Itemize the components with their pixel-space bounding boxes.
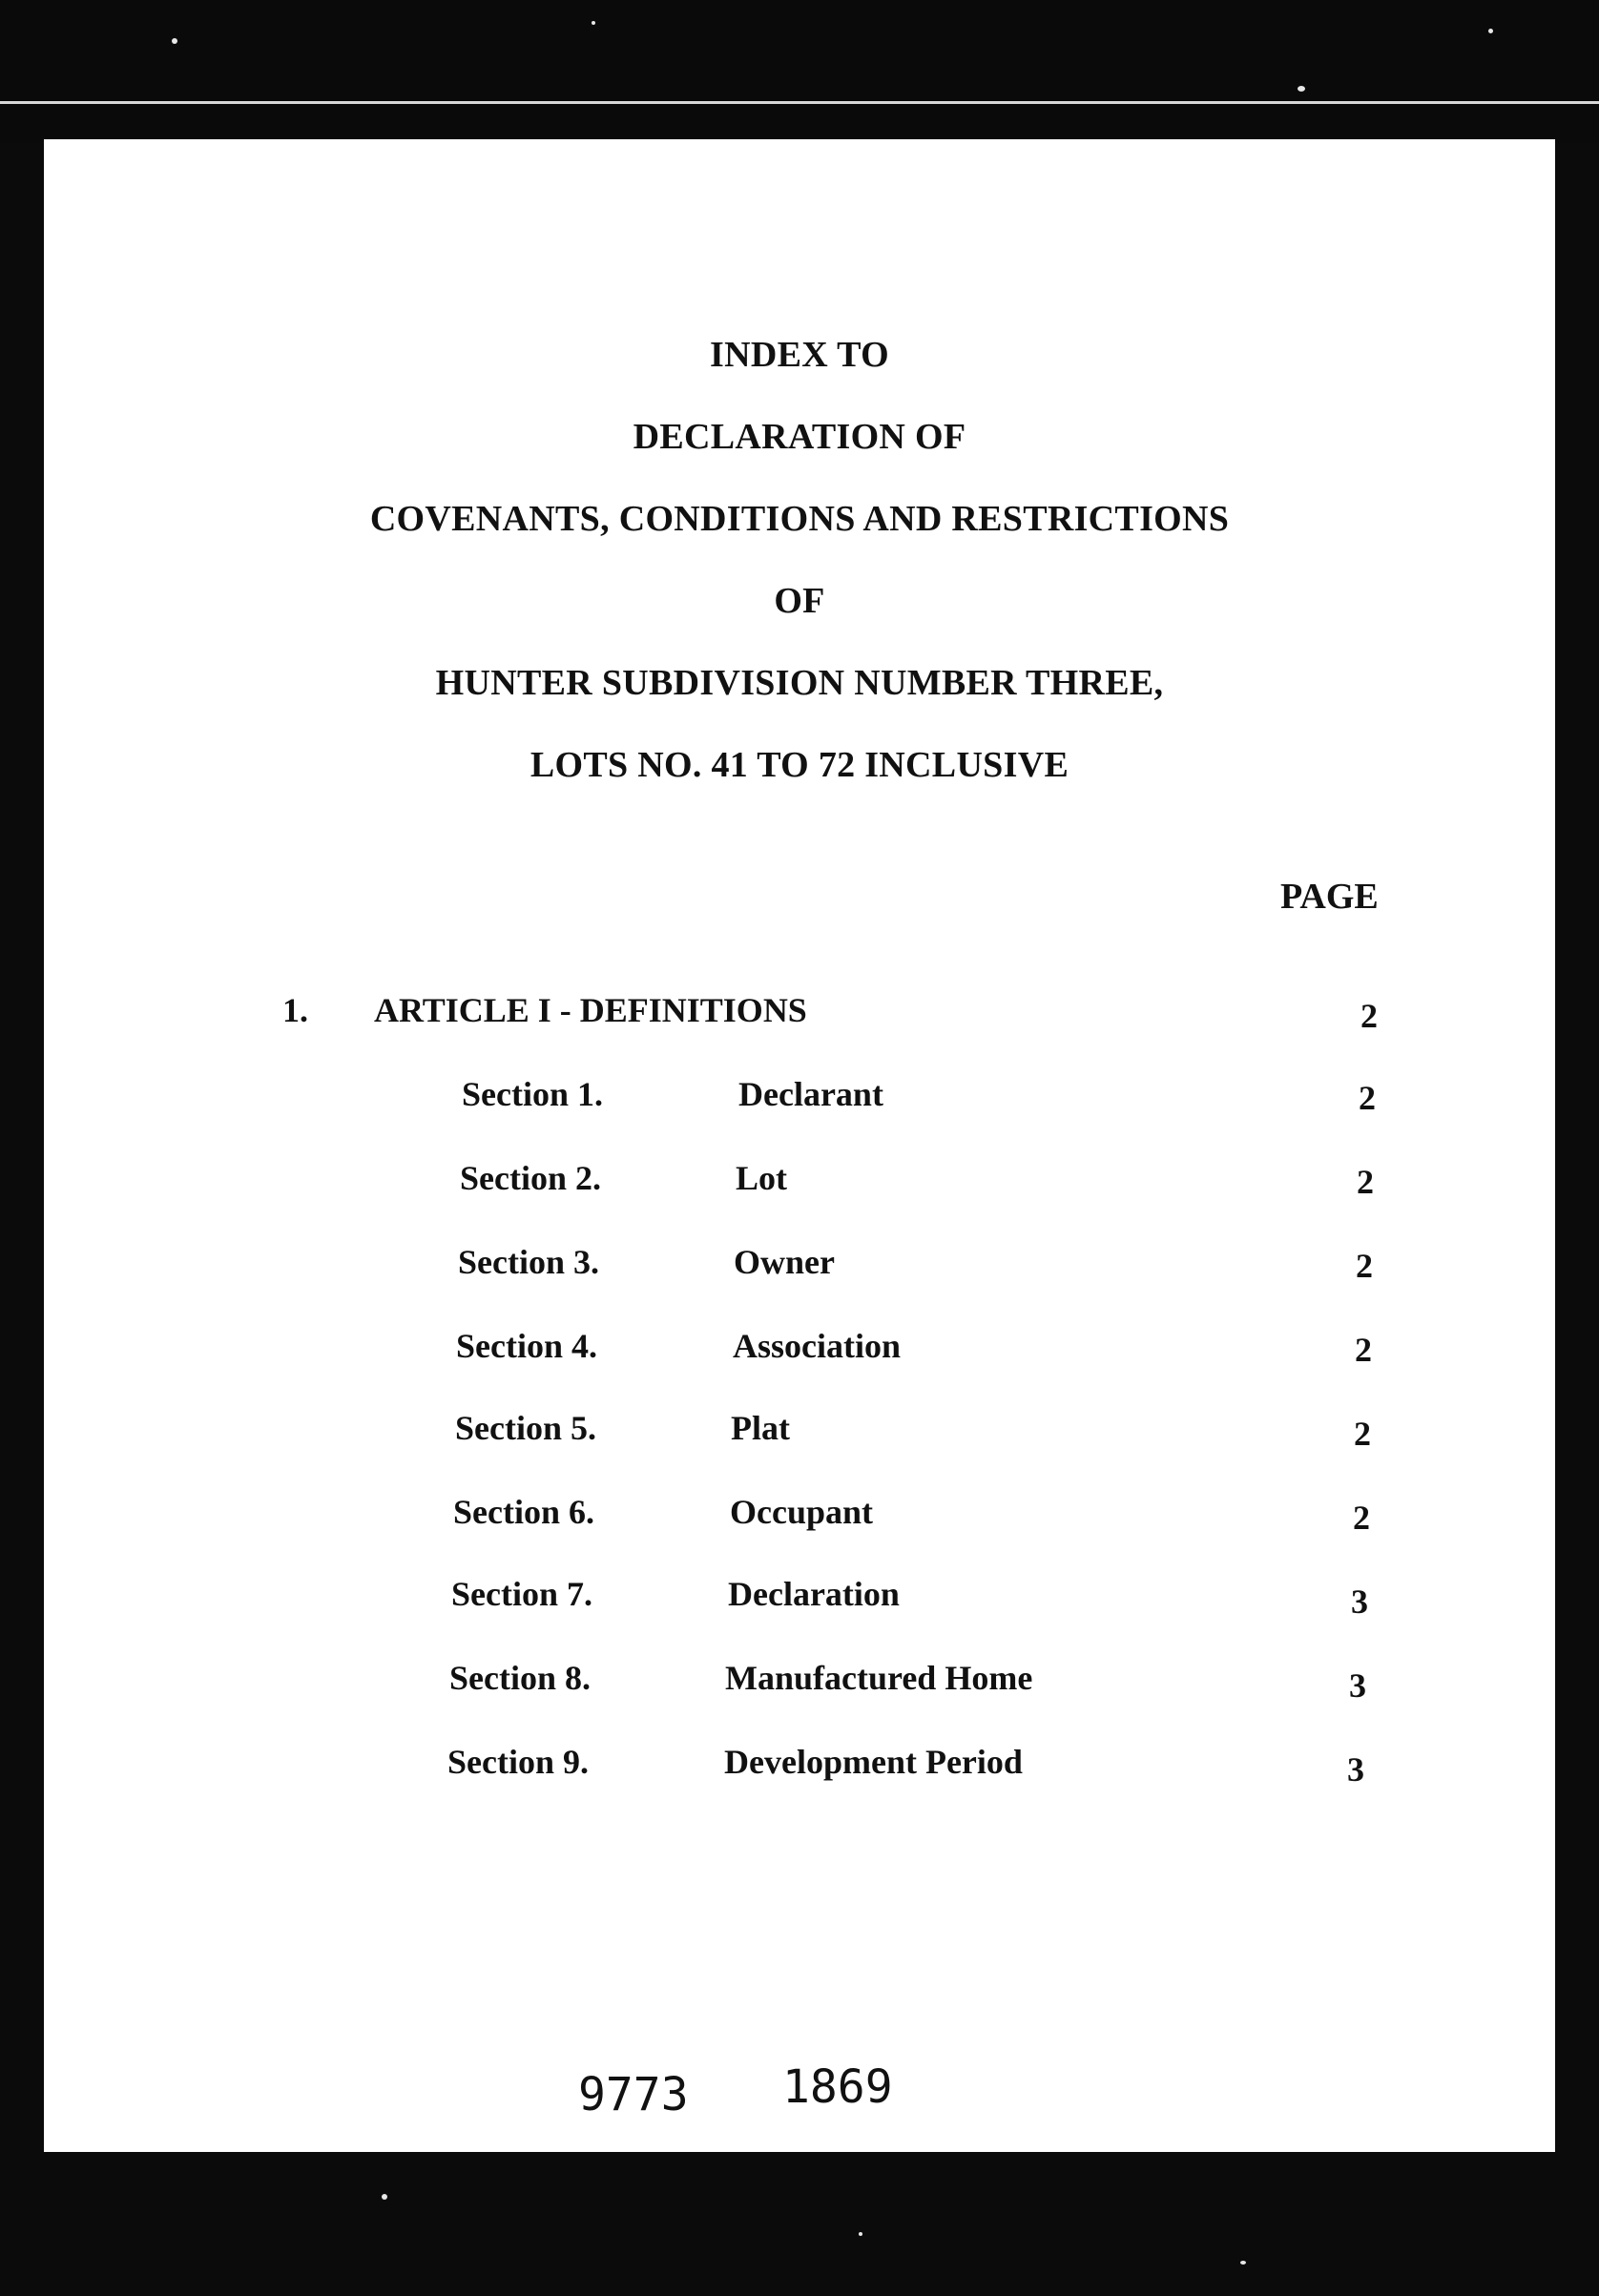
scan-speck (382, 2194, 387, 2200)
section-page: 3 (1349, 1666, 1366, 1705)
section-title: Occupant (730, 1493, 874, 1531)
article-number: 1. (282, 991, 308, 1029)
section-title: Plat (731, 1409, 790, 1447)
section-title: Development Period (724, 1743, 1023, 1781)
section-page: 2 (1353, 1499, 1370, 1537)
section-row-4 (44, 1326, 1555, 1374)
section-title: Lot (736, 1159, 787, 1197)
heading-line-3: COVENANTS, CONDITIONS AND RESTRICTIONS (369, 499, 1230, 539)
section-title: Declaration (728, 1575, 900, 1613)
section-row-1 (44, 1074, 1555, 1122)
scan-speck (1298, 86, 1305, 92)
section-page: 2 (1359, 1079, 1376, 1117)
section-row-2 (44, 1158, 1555, 1206)
section-page: 2 (1354, 1415, 1371, 1453)
article-title: ARTICLE I - DEFINITIONS (374, 991, 807, 1029)
scan-speck (859, 2232, 862, 2236)
section-row-5 (44, 1408, 1555, 1456)
article-page: 2 (1360, 997, 1378, 1035)
section-label: Section 6. (453, 1493, 594, 1531)
article-row (44, 990, 1555, 1038)
section-page: 3 (1347, 1750, 1364, 1789)
section-row-9 (44, 1742, 1555, 1789)
section-label: Section 1. (462, 1075, 603, 1113)
scan-speck (1240, 2261, 1246, 2265)
document-page (44, 139, 1555, 2152)
page-column-header: PAGE (1280, 877, 1379, 917)
section-label: Section 5. (455, 1409, 596, 1447)
section-title: Owner (734, 1243, 835, 1281)
section-row-3 (44, 1242, 1555, 1290)
section-page: 2 (1357, 1163, 1374, 1201)
section-label: Section 9. (447, 1743, 589, 1781)
section-title: Manufactured Home (725, 1659, 1033, 1697)
section-title: Declarant (738, 1075, 883, 1113)
section-row-8 (44, 1658, 1555, 1706)
heading-line-2: DECLARATION OF (633, 417, 966, 457)
section-label: Section 3. (458, 1243, 599, 1281)
section-page: 3 (1351, 1582, 1368, 1621)
section-label: Section 2. (460, 1159, 601, 1197)
scan-speck (1488, 29, 1493, 33)
scan-speck (592, 21, 595, 25)
section-label: Section 7. (451, 1575, 592, 1613)
heading-line-5: HUNTER SUBDIVISION NUMBER THREE, (435, 663, 1164, 703)
footer-page-number: 1869 (782, 2060, 893, 2114)
section-label: Section 4. (456, 1327, 597, 1365)
scan-speck (172, 38, 177, 44)
section-page: 2 (1355, 1331, 1372, 1369)
heading-line-6: LOTS NO. 41 TO 72 INCLUSIVE (530, 745, 1069, 785)
heading-line-4: OF (774, 581, 825, 621)
scan-border (0, 0, 1599, 143)
scan-artifact-line (0, 101, 1599, 104)
section-label: Section 8. (449, 1659, 591, 1697)
section-page: 2 (1356, 1247, 1373, 1285)
footer-book-number: 9773 (578, 2068, 689, 2121)
section-row-6 (44, 1492, 1555, 1540)
heading-line-1: INDEX TO (710, 335, 889, 375)
section-row-7 (44, 1574, 1555, 1622)
section-title: Association (733, 1327, 902, 1365)
